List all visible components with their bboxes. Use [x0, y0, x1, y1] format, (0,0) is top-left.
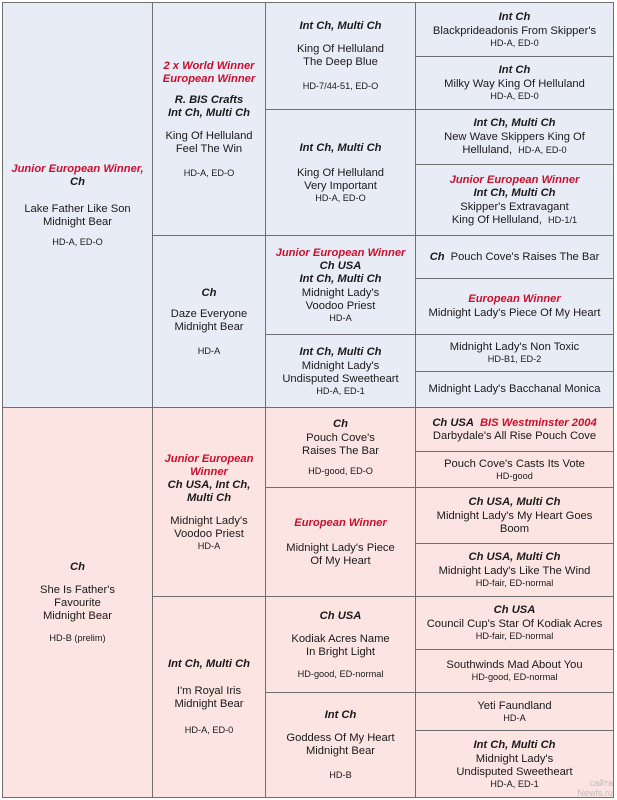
- g3-6-name: Midnight Lady's Piece Of My Heart: [286, 541, 395, 567]
- g3-5-title: Ch: [333, 418, 348, 430]
- g4-1-title: Int Ch: [498, 10, 531, 23]
- g4-cell-5: [415, 235, 614, 279]
- g3-6-red-titles: European Winner: [294, 516, 387, 529]
- dam-title: Ch: [70, 561, 85, 573]
- dam-cell: [2, 407, 153, 798]
- g3-cell-5: [265, 407, 416, 488]
- dd-health: HD-A, ED-0: [184, 725, 234, 735]
- g3-cell-4: [265, 334, 416, 408]
- g4-6-name: Midnight Lady's Piece Of My Heart: [428, 307, 601, 319]
- g4-13-health: HD-fair, ED-normal: [475, 631, 554, 641]
- g4-16-title: Int Ch, Multi Ch: [473, 738, 556, 751]
- g3-7-title: Ch USA: [319, 609, 362, 622]
- g4-cell-11: [415, 487, 614, 544]
- g3-4-health: HD-A, ED-1: [316, 385, 365, 396]
- g3-5-name: Pouch Cove's Raises The Bar: [302, 432, 379, 457]
- sire-name: Lake Father Like Son Midnight Bear: [24, 202, 131, 228]
- g4-cell-6: [415, 278, 614, 335]
- g4-7-health: HD-B1, ED-2: [487, 354, 542, 364]
- g4-2-title: Int Ch: [498, 64, 531, 76]
- g3-1-title: Int Ch, Multi Ch: [299, 20, 382, 32]
- sire-dam-cell: [152, 235, 266, 408]
- g3-8-title: Int Ch: [324, 709, 357, 721]
- g3-3-titles: Ch USA Int Ch, Multi Ch: [299, 259, 382, 285]
- g3-7-name: Kodiak Acres Name In Bright Light: [291, 632, 390, 658]
- sire-red-titles: Junior European Winner,: [11, 162, 144, 175]
- g4-cell-4: [415, 164, 614, 236]
- g4-7-name: Midnight Lady's Non Toxic: [449, 341, 580, 353]
- dam-sire-cell: [152, 407, 266, 597]
- g4-cell-7: [415, 334, 614, 372]
- g4-9-title-line: [432, 417, 596, 430]
- g4-cell-15: [415, 692, 614, 731]
- ds-name: Midnight Lady's Voodoo Priest: [170, 514, 248, 540]
- g4-14-health: HD-good, ED-normal: [471, 672, 558, 682]
- g4-14-name: Southwinds Mad About You: [446, 659, 583, 671]
- g4-10-health: HD-good: [496, 470, 533, 481]
- site-watermark: сайта Newfs.ru: [577, 778, 613, 798]
- g3-2-name: King Of Helluland Very Important: [296, 166, 385, 192]
- g3-1-name: King Of Helluland The Deep Blue: [296, 43, 385, 68]
- g4-12-title: Ch USA, Multi Ch: [468, 551, 561, 563]
- sire-title: Ch: [70, 175, 85, 188]
- g4-13-name: Council Cup's Star Of Kodiak Acres: [426, 618, 603, 630]
- g4-4-title: Int Ch, Multi Ch: [473, 186, 556, 199]
- g4-cell-2: [415, 56, 614, 110]
- ds-health: HD-A: [197, 540, 221, 551]
- sire-sire-cell: [152, 2, 266, 236]
- sd-name: Daze Everyone Midnight Bear: [170, 307, 248, 333]
- g4-1-name: Blackprideadonis From Skipper's: [432, 24, 597, 37]
- g3-7-health: HD-good, ED-normal: [297, 668, 384, 679]
- g4-12-name: Midnight Lady's Like The Wind: [438, 565, 591, 577]
- g3-cell-1: [265, 2, 416, 110]
- sd-title: Ch: [201, 286, 217, 299]
- g4-cell-12: [415, 543, 614, 597]
- g4-cell-3: [415, 109, 614, 165]
- g4-2-name: Milky Way King Of Helluland: [444, 78, 585, 90]
- g3-cell-7: [265, 596, 416, 693]
- g4-3-title: Int Ch, Multi Ch: [473, 117, 556, 129]
- g4-6-red-titles: European Winner: [468, 293, 561, 305]
- g3-3-red-titles: Junior European Winner: [275, 246, 406, 259]
- g4-11-name: Midnight Lady's My Heart Goes Boom: [436, 509, 593, 535]
- g4-2-health: HD-A, ED-0: [490, 91, 539, 101]
- g4-11-title: Ch USA, Multi Ch: [468, 495, 561, 508]
- g3-2-title: Int Ch, Multi Ch: [299, 141, 382, 154]
- g4-10-name: Pouch Cove's Casts Its Vote: [444, 457, 585, 470]
- dam-dam-cell: [152, 596, 266, 798]
- dam-name: She Is Father's Favourite Midnight Bear: [40, 584, 115, 622]
- g4-16-health: HD-A, ED-1: [490, 778, 539, 789]
- g3-cell-8: [265, 692, 416, 798]
- g4-16-name: Midnight Lady's Undisputed Sweetheart: [456, 752, 573, 778]
- g4-9-title: Ch USA: [432, 416, 474, 429]
- g4-15-name: Yeti Faundland: [477, 699, 552, 712]
- sire-health: HD-A, ED-O: [52, 236, 103, 247]
- g4-cell-14: [415, 649, 614, 693]
- g4-12-health: HD-fair, ED-normal: [475, 578, 554, 588]
- g4-4-red-titles: Junior European Winner: [449, 173, 580, 186]
- g4-4-name-block: [452, 201, 577, 227]
- g3-4-name: Midnight Lady's Undisputed Sweetheart: [282, 359, 399, 385]
- dd-name: I'm Royal Iris Midnight Bear: [174, 685, 244, 710]
- g4-cell-9: [415, 407, 614, 452]
- g3-1-health: HD-7/44-51, ED-O: [302, 81, 379, 91]
- g4-5-line: [430, 251, 600, 264]
- ss-health: HD-A, ED-O: [183, 167, 235, 178]
- g3-3-health: HD-A: [329, 312, 352, 323]
- g3-8-health: HD-B: [329, 770, 352, 780]
- g4-9-red-titles: BIS Westminster 2004: [479, 416, 597, 429]
- g4-4-name: Skipper's Extravagant King Of Helluland,: [451, 200, 569, 226]
- g3-2-health: HD-A, ED-O: [315, 192, 366, 203]
- g3-cell-6: [265, 487, 416, 597]
- g4-3-health: HD-A, ED-0: [518, 145, 567, 155]
- g3-cell-3: [265, 235, 416, 335]
- g4-cell-10: [415, 451, 614, 488]
- dam-health: HD-B (prelim): [49, 633, 106, 643]
- g4-cell-8: [415, 371, 614, 408]
- ss-name: King Of Helluland Feel The Win: [165, 129, 253, 155]
- g3-3-name: Midnight Lady's Voodoo Priest: [301, 286, 380, 312]
- g4-3-name: New Wave Skippers King Of Helluland,: [444, 131, 585, 156]
- g3-5-health: HD-good, ED-O: [308, 466, 373, 476]
- g3-8-name: Goddess Of My Heart Midnight Bear: [286, 732, 395, 757]
- g4-5-name: Pouch Cove's Raises The Bar: [450, 250, 600, 263]
- ds-titles: Ch USA, Int Ch, Multi Ch: [167, 478, 251, 504]
- g4-cell-13: [415, 596, 614, 650]
- g4-3-name-block: [444, 131, 585, 157]
- dd-title: Int Ch, Multi Ch: [167, 658, 251, 670]
- g4-8-name: Midnight Lady's Bacchanal Monica: [428, 383, 601, 395]
- g3-cell-2: [265, 109, 416, 236]
- g3-4-title: Int Ch, Multi Ch: [299, 345, 382, 358]
- ss-red-titles: 2 x World Winner European Winner: [162, 59, 256, 85]
- ss-titles: R. BIS Crafts Int Ch, Multi Ch: [167, 93, 251, 119]
- sire-cell: [2, 2, 153, 408]
- g4-13-title: Ch USA: [493, 604, 536, 616]
- g4-9-name: Darbydale's All Rise Pouch Cove: [432, 429, 597, 442]
- g4-5-title: Ch: [429, 250, 445, 263]
- g4-cell-1: [415, 2, 614, 57]
- ds-red-titles: Junior European Winner: [164, 452, 254, 478]
- sd-health: HD-A: [197, 345, 221, 356]
- g4-15-health: HD-A: [503, 712, 526, 723]
- g4-1-health: HD-A, ED-0: [490, 37, 539, 48]
- g4-4-health: HD-1/1: [548, 214, 578, 225]
